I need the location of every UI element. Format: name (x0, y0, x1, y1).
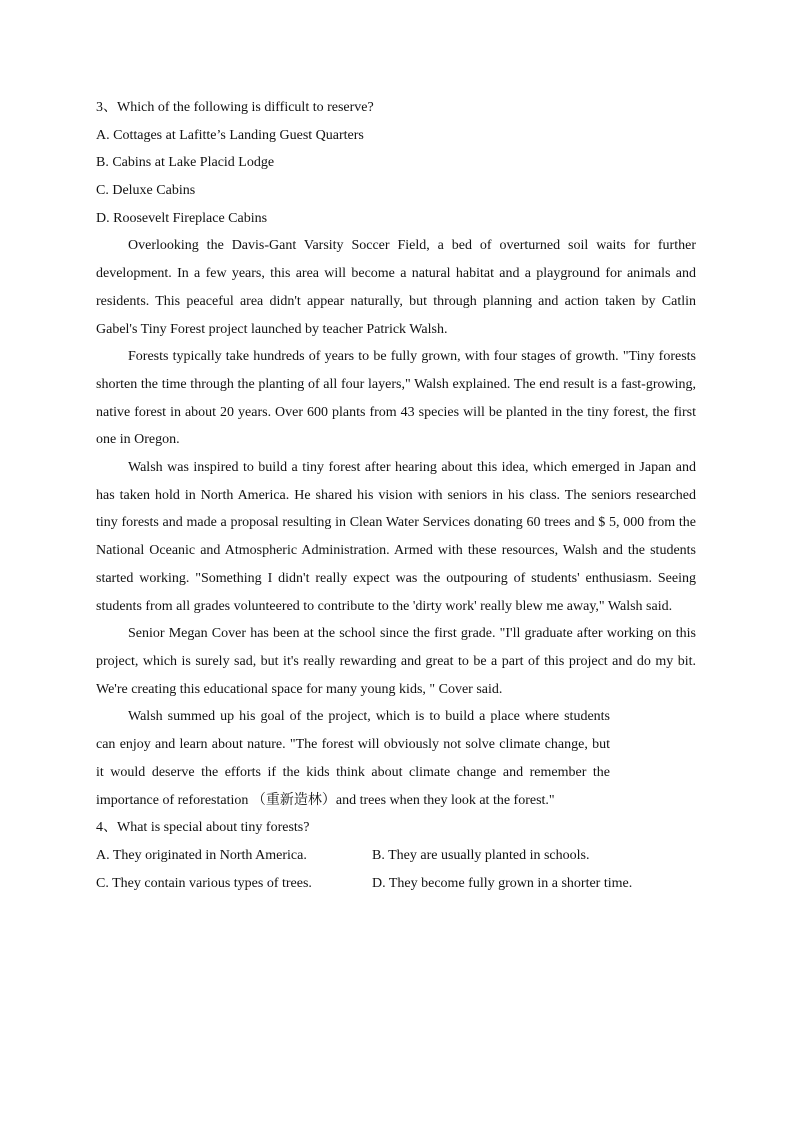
question-3-option-a: A. Cottages at Lafitte’s Landing Guest Quarters (96, 127, 364, 143)
question-4-options-row-1 (96, 842, 696, 871)
question-4-options-row-2 (96, 870, 696, 899)
reading-passage (96, 232, 696, 814)
question-4 (96, 814, 696, 899)
question-3-option-b: B. Cabins at Lake Placid Lodge (96, 155, 275, 171)
question-4-option-a: A. They originated in North America. (96, 847, 307, 863)
question-4-option-d: D. They become fully grown in a shorter time. (372, 876, 633, 892)
document-page (96, 94, 696, 899)
question-4-stem: 4、What is special about tiny forests? (96, 820, 310, 836)
passage-paragraph-2: Forests typically take hundreds of years to be fully grown, with four stages of growth. "Tiny forests shorten the time through the planting of all four layers," Walsh explained. The end result is a fast-growing, native forest in about 20 years. Over 600 plants from 43 species will be planted in the tiny forest, the first one in Oregon. (96, 349, 696, 448)
passage-paragraph-5: Walsh summed up his goal of the project, which is to build a place where students can enjoy and learn about nature. "The forest will obviously not solve climate change, but it would deserve the efforts if the kids think about climate change and remember the importance of reforestation （重新造林）and trees when they look at the forest." (96, 709, 610, 808)
question-4-option-b: B. They are usually planted in schools. (372, 847, 590, 863)
passage-paragraph-4: Senior Megan Cover has been at the school since the first grade. "I'll graduate after working on this project, which is surely sad, but it's really rewarding and great to be a part of this project and do my bit. We're creating this educational space for many young kids, " Cover said. (96, 626, 696, 697)
question-3-option-c: C. Deluxe Cabins (96, 183, 196, 199)
question-3-stem: 3、Which of the following is difficult to reserve? (96, 100, 374, 115)
question-3 (96, 94, 696, 232)
passage-paragraph-1: Overlooking the Davis-Gant Varsity Soccer Field, a bed of overturned soil waits for further development. In a few years, this area will become a natural habitat and a playground for animals and residents. This peaceful area didn't appear naturally, but through planning and action taken by Catlin Gabel's Tiny Forest project launched by teacher Patrick Walsh. (96, 238, 696, 337)
question-3-option-d: D. Roosevelt Fireplace Cabins (96, 210, 268, 226)
question-4-option-c: C. They contain various types of trees. (96, 876, 312, 892)
passage-paragraph-3: Walsh was inspired to build a tiny forest after hearing about this idea, which emerged in Japan and has taken hold in North America. He shared his vision with seniors in his class. The seniors researched tiny forests and made a proposal resulting in Clean Water Services donating 60 trees and $ 5, 000 from the National Oceanic and Atmospheric Administration. Armed with these resources, Walsh and the students started working. "Something I didn't really expect was the outpouring of students' enthusiasm. Seeing students from all grades volunteered to contribute to the 'dirty work' really blew me away," Walsh said. (96, 460, 696, 614)
